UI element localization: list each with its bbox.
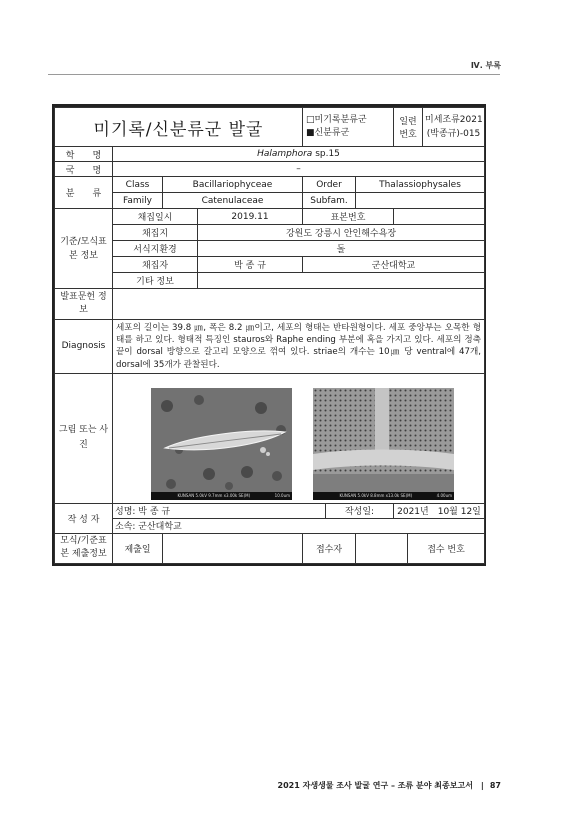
footer-report-title: 2021 자생생물 조사 발굴 연구 – 조류 분야 최종보고서 | [277, 781, 484, 790]
author-name: 성명: 박 종 규 [113, 503, 326, 518]
specimen-number-value [394, 209, 485, 225]
submit-date-label: 제출일 [113, 533, 163, 563]
date-label: 작성일: [326, 503, 394, 518]
class-value: Bacillariophyceae [163, 177, 303, 193]
photo2-info-bar [313, 492, 454, 500]
page-number: 87 [489, 781, 501, 790]
photo1-caption: KUNSAN 5.0kV 9.7mm x3.00k SE(M) [177, 493, 251, 499]
collector-institution: 군산대학교 [303, 257, 485, 273]
scientific-name-species: sp.15 [312, 149, 340, 159]
header-rule [48, 74, 500, 75]
diagnosis-label: Diagnosis [55, 320, 113, 374]
submission-label: 모식/기준표 본 제출정보 [55, 533, 113, 563]
subfamily-label: Subfam. [303, 193, 356, 209]
scientific-name-label: 학 명 [55, 147, 113, 162]
section-label: Ⅳ. 부록 [470, 61, 501, 70]
habitat-value: 돌 [198, 241, 485, 257]
serial-number-label: 일련번호 [394, 108, 423, 147]
serial-number-value [423, 108, 485, 147]
form-title: 미기록/신분류군 발굴 [55, 108, 303, 147]
specimen-info-label: 기준/모식표 본 정보 [55, 209, 113, 289]
collector-label: 채집자 [113, 257, 198, 273]
scientific-name-genus: Halamphora [257, 149, 313, 159]
classification-label: 분 류 [55, 177, 113, 209]
receiver-label: 접수자 [303, 533, 356, 563]
literature-label: 발표문헌 정보 [55, 289, 113, 320]
date-value: 2021년 10월 12일 [394, 503, 485, 518]
scientific-name-value [113, 147, 485, 162]
korean-name-value: – [113, 162, 485, 177]
photo2-scale: 4.00um [436, 493, 452, 499]
diatom-detail-illustration [313, 388, 454, 500]
collection-site-value: 강원도 강릉시 안인해수욕장 [198, 225, 485, 241]
order-value: Thalassiophysales [356, 177, 485, 193]
other-info-label: 기타 정보 [113, 273, 198, 289]
diagnosis-text: 세포의 길이는 39.8 ㎛, 폭은 8.2 ㎛이고, 세포의 형태는 반타원형이다. 세포 중앙부는 오목한 형태를 하고 있다. 형태적 특징인 stauros와 Raphe ending 부분에 혹을 가지고 있다. 세포의 정축끝이 dorsal 방향으로 갈고리 모양으로 꺾여 있다. striae의 개수는 10㎛ 당 ventral에 47개, dorsal에 35개가 관찰된다. [113, 320, 485, 374]
receipt-number-label: 접수 번호 [408, 533, 485, 563]
author-label: 작 성 자 [55, 503, 113, 533]
photo1-scale: 10.0um [274, 493, 290, 499]
specimen-number-label: 표본번호 [303, 209, 394, 225]
collector-value: 박 종 규 [198, 257, 303, 273]
collection-date-value: 2019.11 [198, 209, 303, 225]
family-label: Family [113, 193, 163, 209]
record-form [52, 104, 486, 566]
habitat-label: 서식지환경 [113, 241, 198, 257]
sem-photo-detail [313, 388, 454, 500]
diatom-whole-cell-illustration [151, 388, 292, 500]
submit-date-value [163, 533, 303, 563]
sem-photo-whole-cell [151, 388, 292, 500]
order-label: Order [303, 177, 356, 193]
class-label: Class [113, 177, 163, 193]
page-footer [278, 780, 501, 791]
collection-site-label: 채집지 [113, 225, 198, 241]
collection-date-label: 채집일시 [113, 209, 198, 225]
korean-name-label: 국 명 [55, 162, 113, 177]
figure-cell [113, 373, 485, 503]
other-info-value [198, 273, 485, 289]
classification-checkboxes [303, 108, 394, 147]
photo1-info-bar [151, 492, 292, 500]
author-affiliation: 소속: 군산대학교 [113, 518, 485, 533]
serial-number-line-1: 미세조류2021 [425, 115, 483, 125]
checkbox-unrecorded[interactable]: □미기록분류군 [306, 115, 367, 125]
subfamily-value [356, 193, 485, 209]
photo-area [113, 374, 484, 502]
serial-number-line-2: (박종규)-015 [426, 129, 481, 139]
photo2-caption: KUNSAN 5.0kV 8.8mm x13.0k SE(M) [339, 493, 413, 499]
receiver-value [356, 533, 408, 563]
family-value: Catenulaceae [163, 193, 303, 209]
checkbox-new-taxon[interactable]: ■신분류군 [306, 128, 350, 138]
figure-label: 그림 또는 사진 [55, 373, 113, 503]
literature-value [113, 289, 485, 320]
